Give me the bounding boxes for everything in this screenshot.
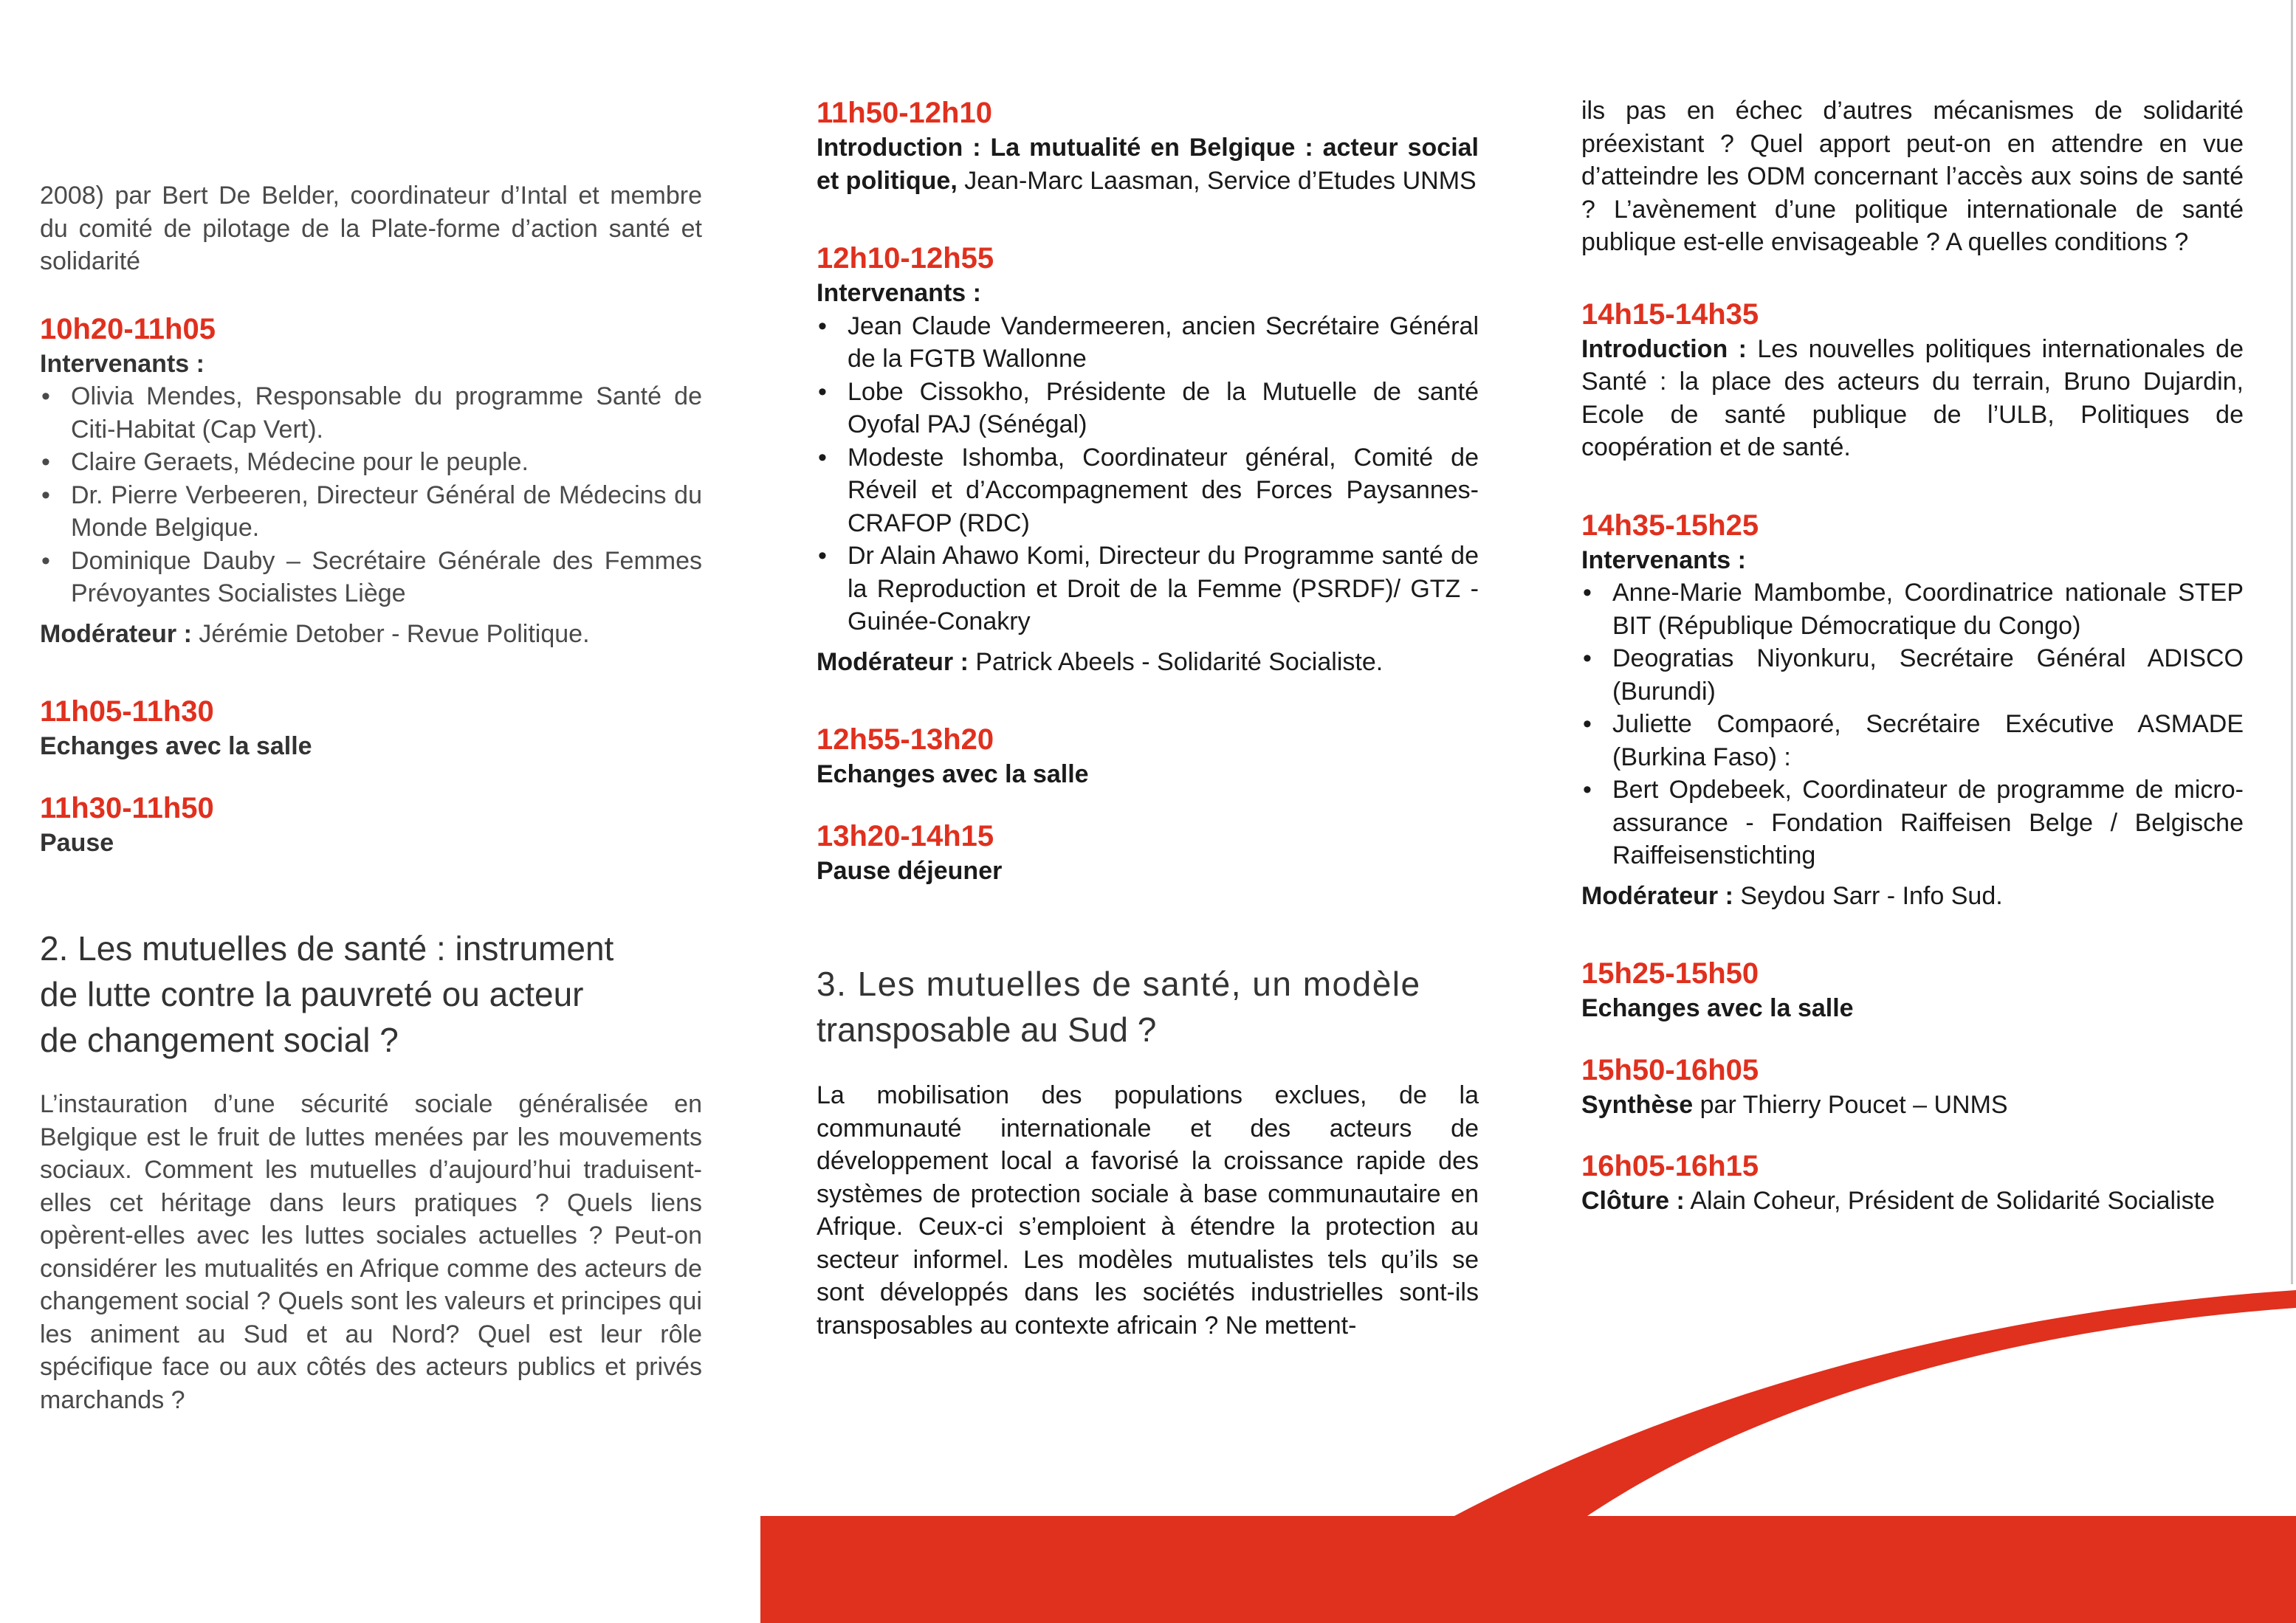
list-item: • Bert Opdebeek, Coordinateur de programme de micro-assurance - Fondation Raiffeisen Belge / Belgische Raiffeisenstichting <box>1581 773 2244 872</box>
session-label: Clôture : <box>1581 1187 1685 1215</box>
section-3-text: La mobilisation des populations exclues, de la communauté internationale et des acteurs de développement local a favorisé la croissance rapide des systèmes de protection sociale à base communautaire en Afrique. Ceux-ci s’emploient à étendre la protection au secteur informel. Les modèles mutualistes tels qu’ils se sont développés dans les sociétés industrielles sont-ils transposables au contexte africain ? Ne mettent- <box>817 1081 1479 1340</box>
session-detail: Alain Coheur, Président de Solidarité Socialiste <box>1684 1187 2215 1215</box>
session-label: Intervenants : <box>817 279 981 307</box>
section-title-line: de lutte contre la pauvreté ou acteur <box>40 975 584 1013</box>
list-item: • Dr. Pierre Verbeeren, Directeur Général de Médecins du Monde Belgique. <box>40 479 702 545</box>
moderator-label: Modérateur : <box>1581 881 1733 910</box>
session-label: Introduction : La mutualité en Belgique : acteur social et politique, <box>817 134 1479 195</box>
list-item: • Olivia Mendes, Responsable du programme Santé de Citi-Habitat (Cap Vert). <box>40 380 702 446</box>
session-time: 11h30-11h50 <box>40 791 214 824</box>
session-time: 16h05-16h15 <box>1581 1150 1759 1182</box>
session-time: 13h20-14h15 <box>817 819 994 852</box>
session-time: 14h35-15h25 <box>1581 509 1759 542</box>
session-time: 12h55-13h20 <box>817 723 994 756</box>
moderator-text: Patrick Abeels - Solidarité Socialiste. <box>968 647 1384 676</box>
session-time: 11h05-11h30 <box>40 695 214 728</box>
section-title-line: 3. Les mutuelles de santé, un modèle <box>817 965 1421 1003</box>
red-footer-band <box>760 1516 2296 1623</box>
session-text: Echanges avec la salle <box>1581 994 1854 1022</box>
session-detail: Les nouvelles politiques internationales de Santé : la place des acteurs du terrain, Bruno Dujardin, Ecole de santé publique de l’ULB, Politiques de coopération et de santé. <box>1581 334 2244 461</box>
session-text: Echanges avec la salle <box>40 732 312 760</box>
session-time: 14h15-14h35 <box>1581 297 1759 331</box>
session-label: Synthèse <box>1581 1090 1694 1119</box>
list-item: • Deogratias Niyonkuru, Secrétaire Général ADISCO (Burundi) <box>1581 642 2244 708</box>
list-item: • Modeste Ishomba, Coordinateur général, Comité de Réveil et d’Accompagnement des Forces Paysannes- CRAFOP (RDC) <box>817 441 1479 540</box>
session-time: 15h25-15h50 <box>1581 957 1759 990</box>
intro-continuation: 2008) par Bert De Belder, coordinateur d’Intal et membre du comité de pilotage de la Plate-forme d’action santé et solidarité <box>40 182 702 275</box>
moderator-label: Modérateur : <box>817 647 969 676</box>
session-time: 11h50-12h10 <box>817 97 992 129</box>
session-label: Intervenants : <box>1581 545 1746 574</box>
list-item: • Dr Alain Ahawo Komi, Directeur du Programme santé de la Reproduction et Droit de la Femme (PSRDF)/ GTZ - Guinée-Conakry <box>817 540 1479 638</box>
moderator-label: Modérateur : <box>40 619 192 648</box>
session-detail: par Thierry Poucet – UNMS <box>1693 1090 2008 1119</box>
list-item: • Juliette Compaoré, Secrétaire Exécutive ASMADE (Burkina Faso) : <box>1581 708 2244 773</box>
session-text: Pause <box>40 828 114 857</box>
session-label: Introduction : <box>1581 334 1747 363</box>
session-time: 10h20-11h05 <box>40 312 216 345</box>
list-item: • Anne-Marie Mambombe, Coordinatrice nationale STEP BIT (République Démocratique du Congo) <box>1581 576 2244 642</box>
page-edge-line <box>2291 0 2293 1284</box>
section-title-line: transposable au Sud ? <box>817 1010 1157 1049</box>
section-title-line: de changement social ? <box>40 1021 399 1059</box>
list-item: • Claire Geraets, Médecine pour le peuple. <box>40 446 702 479</box>
session-detail: Jean-Marc Laasman, Service d’Etudes UNMS <box>957 166 1477 195</box>
session-time: 15h50-16h05 <box>1581 1053 1759 1086</box>
section-2-text: L’instauration d’une sécurité sociale généralisée en Belgique est le fruit de luttes menées par les mouvements sociaux. Comment les mutuelles d’aujourd’hui traduisent-elles cet héritage dans leurs pratiques ? Quels liens opèrent-elles avec les luttes sociales actuelles ? Peut-on considérer les mutualités en Afrique comme des acteurs de changement social ? Quels sont les valeurs et principes qui les animent au Sud et au Nord? Quel est leur rôle spécifique face ou aux côtés des acteurs publics et privés marchands ? <box>40 1090 702 1414</box>
session-text: Echanges avec la salle <box>817 760 1089 788</box>
swoosh-shape <box>1454 1290 2296 1516</box>
session-text: Pause déjeuner <box>817 856 1003 885</box>
section-3-continuation: ils pas en échec d’autres mécanismes de solidarité préexistant ? Quel apport peut-on en attendre en vue d’atteindre les ODM concernant l’accès aux soins de santé ? L’avènement d’une politique internationale de santé publique est-elle envisageable ? A quelles conditions ? <box>1581 97 2244 256</box>
list-item: • Lobe Cissokho, Présidente de la Mutuelle de santé Oyofal PAJ (Sénégal) <box>817 376 1479 441</box>
session-time: 12h10-12h55 <box>817 242 994 275</box>
moderator-text: Seydou Sarr - Info Sud. <box>1733 881 2003 910</box>
list-item: • Jean Claude Vandermeeren, ancien Secrétaire Général de la FGTB Wallonne <box>817 310 1479 376</box>
list-item: • Dominique Dauby – Secrétaire Générale des Femmes Prévoyantes Socialistes Liège <box>40 545 702 610</box>
moderator-text: Jérémie Detober - Revue Politique. <box>191 619 590 648</box>
section-title-line: 2. Les mutuelles de santé : instrument <box>40 929 614 968</box>
session-label: Intervenants : <box>40 349 204 378</box>
